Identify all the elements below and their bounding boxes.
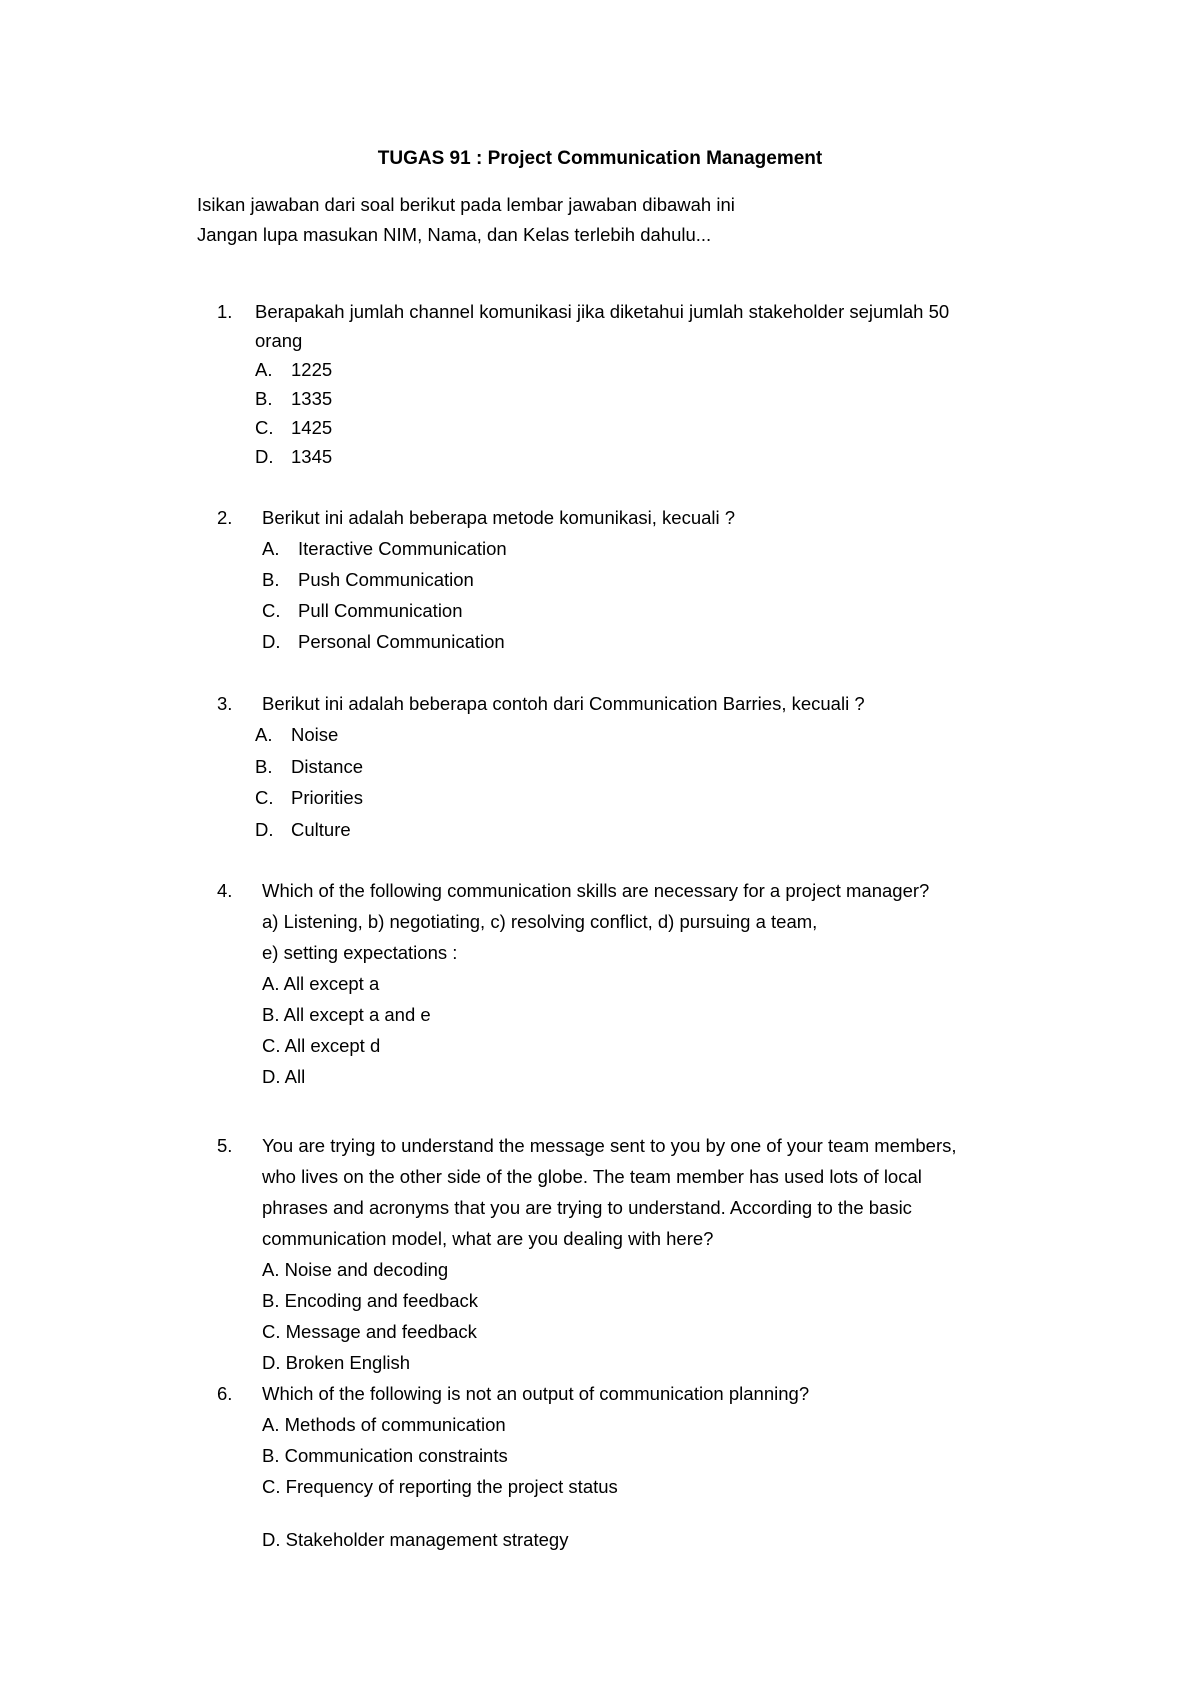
question-text: orang: [255, 330, 303, 351]
instruction-line: Isikan jawaban dari soal berikut pada lembar jawaban dibawah ini: [197, 194, 735, 215]
option-text: B. Communication constraints: [262, 1445, 508, 1466]
option-text: D. Stakeholder management strategy: [262, 1529, 569, 1550]
option-text: Push Communication: [298, 569, 474, 590]
question-text: communication model, what are you dealing with here?: [262, 1228, 714, 1249]
question-text: Berikut ini adalah beberapa metode komunikasi, kecuali ?: [262, 507, 736, 528]
question-text: Berikut ini adalah beberapa contoh dari Communication Barries, kecuali ?: [262, 693, 865, 714]
option-letter: B.: [255, 388, 273, 409]
option-text: 1335: [291, 388, 333, 409]
answer-option: [262, 565, 474, 595]
answer-option: [262, 1525, 568, 1555]
answer-option: [262, 596, 463, 626]
option-letter: D.: [262, 631, 281, 652]
option-text: D. Broken English: [262, 1352, 411, 1373]
answer-option: [262, 1286, 478, 1316]
option-text: Personal Communication: [298, 631, 505, 652]
option-letter: B.: [255, 756, 273, 777]
option-text: C. Frequency of reporting the project status: [262, 1476, 618, 1497]
instruction-line: Jangan lupa masukan NIM, Nama, dan Kelas terlebih dahulu...: [197, 224, 712, 245]
question-number: 3.: [217, 693, 233, 714]
answer-option: [255, 783, 363, 813]
answer-option: [262, 1441, 508, 1471]
option-letter: A.: [255, 359, 273, 380]
option-text: Distance: [291, 756, 363, 777]
question-text: phrases and acronyms that you are trying to understand. According to the basic: [262, 1197, 912, 1218]
question-text: a) Listening, b) negotiating, c) resolving conflict, d) pursuing a team,: [262, 911, 818, 932]
option-text: A. Methods of communication: [262, 1414, 506, 1435]
question-number: 6.: [217, 1383, 233, 1404]
option-letter: A.: [262, 538, 280, 559]
answer-option: [255, 720, 338, 750]
option-text: Noise: [291, 724, 339, 745]
answer-option: [255, 355, 332, 385]
option-text: 1225: [291, 359, 333, 380]
answer-option: [262, 1410, 506, 1440]
option-letter: C.: [262, 600, 281, 621]
option-text: Iteractive Communication: [298, 538, 507, 559]
answer-option: [262, 1062, 305, 1092]
option-letter: D.: [255, 446, 274, 467]
option-text: 1425: [291, 417, 333, 438]
option-text: 1345: [291, 446, 333, 467]
question-number: 4.: [217, 880, 233, 901]
option-letter: A.: [255, 724, 273, 745]
answer-option: [262, 1000, 431, 1030]
option-text: Culture: [291, 819, 351, 840]
question-text: Berapakah jumlah channel komunikasi jika diketahui jumlah stakeholder sejumlah 50: [255, 301, 950, 322]
answer-option: [262, 969, 379, 999]
option-letter: C.: [255, 787, 274, 808]
option-text: B. Encoding and feedback: [262, 1290, 478, 1311]
answer-option: [262, 627, 505, 657]
answer-option: [262, 1031, 380, 1061]
question-text: e) setting expectations :: [262, 942, 458, 963]
option-letter: D.: [255, 819, 274, 840]
answer-option: [262, 1472, 618, 1502]
document-title: TUGAS 91 : Project Communication Management: [377, 148, 823, 169]
question-number: 2.: [217, 507, 233, 528]
option-letter: B.: [262, 569, 280, 590]
answer-option: [262, 1348, 410, 1378]
option-text: A. All except a: [262, 973, 380, 994]
option-text: D. All: [262, 1066, 306, 1087]
question-number: 1.: [217, 301, 233, 322]
answer-option: [255, 442, 332, 472]
answer-option: [255, 815, 351, 845]
question-text: Which of the following is not an output of communication planning?: [262, 1383, 810, 1404]
option-text: C. Message and feedback: [262, 1321, 477, 1342]
answer-option: [262, 534, 507, 564]
option-text: A. Noise and decoding: [262, 1259, 449, 1280]
instructions: [197, 190, 735, 250]
answer-option: [255, 752, 363, 782]
question-text: who lives on the other side of the globe. The team member has used lots of local: [262, 1166, 922, 1187]
answer-option: [262, 1255, 448, 1285]
question-text: Which of the following communication skills are necessary for a project manager?: [262, 880, 930, 901]
option-text: B. All except a and e: [262, 1004, 431, 1025]
question-number: 5.: [217, 1135, 233, 1156]
question-text: You are trying to understand the message sent to you by one of your team members,: [262, 1135, 957, 1156]
answer-option: [255, 384, 332, 414]
answer-option: [255, 413, 332, 443]
answer-option: [262, 1317, 477, 1347]
option-text: C. All except d: [262, 1035, 381, 1056]
option-text: Priorities: [291, 787, 363, 808]
option-text: Pull Communication: [298, 600, 463, 621]
option-letter: C.: [255, 417, 274, 438]
